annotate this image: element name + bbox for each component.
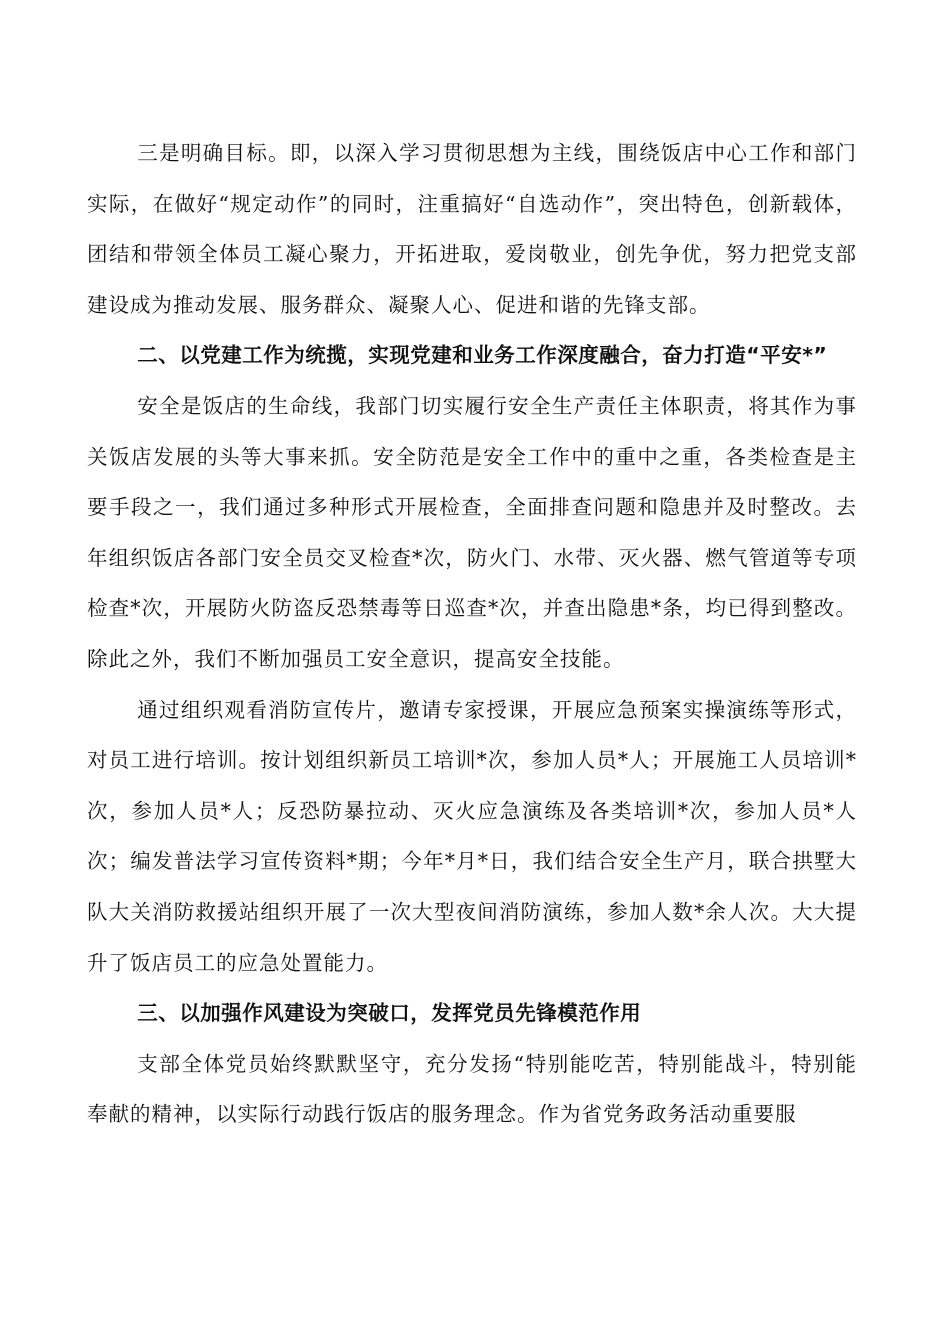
paragraph-goals: 三是明确目标。即，以深入学习贯彻思想为主线，围绕饭店中心工作和部门实际，在做好“规定动作”的同时，注重搞好“自选动作”，突出特色，创新载体，团结和带领全体员工凝心聚力，开拓进取，爱岗敬业，创先争优，努力把党支部建设成为推动发展、服务群众、凝聚人心、促进和谐的先锋支部。 (87, 141, 857, 317)
section-heading-three: 三、以加强作风建设为突破口，发挥党员先锋模范作用 (137, 1001, 642, 1026)
document-body (87, 128, 857, 1140)
paragraph-party-members: 支部全体党员始终默默坚守，充分发扬“特别能吃苦，特别能战斗，特别能奉献的精神，以实际行动践行饭店的服务理念。作为省党务政务活动重要服 (87, 1051, 857, 1127)
section-heading-two: 二、以党建工作为统揽，实现党建和业务工作深度融合，奋力打造“平安*” (137, 343, 828, 368)
paragraph-training: 通过组织观看消防宣传片，邀请专家授课，开展应急预案实操演练等形式，对员工进行培训。按计划组织新员工培训*次，参加人员*人；开展施工人员培训*次，参加人员*人；反恐防暴拉动、灭火应急演练及各类培训*次，参加人员*人次；编发普法学习宣传资料*期；今年*月*日，我们结合安全生产月，联合拱墅大队大关消防救援站组织开展了一次大型夜间消防演练，参加人数*余人次。大大提升了饭店员工的应急处置能力。 (87, 697, 857, 975)
paragraph-safety: 安全是饭店的生命线，我部门切实履行安全生产责任主体职责，将其作为事关饭店发展的头等大事来抓。安全防范是安全工作中的重中之重，各类检查是主要手段之一，我们通过多种形式开展检查，全面排查问题和隐患并及时整改。去年组织饭店各部门安全员交叉检查*次，防火门、水带、灭火器、燃气管道等专项检查*次，开展防火防盗反恐禁毒等日巡查*次，并查出隐患*条，均已得到整改。除此之外，我们不断加强员工安全意识，提高安全技能。 (87, 393, 857, 671)
